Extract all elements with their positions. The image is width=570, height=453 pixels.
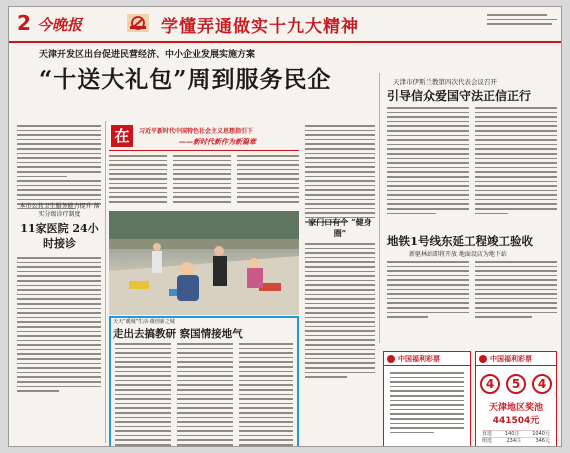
lead-body-col-1 <box>109 155 167 206</box>
right-headline: 引导信众爱国守法正信正行 <box>387 89 532 103</box>
lead-kicker: 天津开发区出台促进民营经济、中小企业发展实施方案 <box>39 50 256 60</box>
hammer-sickle-icon <box>127 14 149 32</box>
lottery-ad-right-brand: 中国福利彩票 <box>490 355 532 363</box>
page-number: 2 <box>17 11 31 35</box>
sub-article-col-3 <box>239 343 293 447</box>
table-row: 直选 140注 1040元 <box>482 431 550 437</box>
feature-badge: 在 <box>111 125 133 147</box>
lottery-ball: 4 <box>532 374 552 394</box>
right-kicker: 天津市伊斯兰教第四次代表会议召开 <box>393 78 497 86</box>
metro-body-col-2 <box>475 261 557 321</box>
metro-body-col-1 <box>387 261 469 321</box>
sub-article-col-2 <box>177 343 233 447</box>
lottery-ball: 5 <box>506 374 526 394</box>
left-column-text-2 <box>17 257 101 395</box>
table-row: 组选 234注 346元 <box>482 438 550 444</box>
news-photo-children-playground <box>109 211 299 315</box>
masthead-info-block <box>487 14 557 28</box>
left-column-headline: 11家医院 24小时接诊 <box>20 222 99 250</box>
lead-headline: “十送大礼包”周到服务民企 <box>39 66 332 93</box>
masthead-slogan: 学懂弄通做实十九大精神 <box>161 17 359 37</box>
lottery-ad-left-header <box>384 352 470 366</box>
sub-article-headline: 走出去搞教研 察国情接地气 <box>113 328 243 340</box>
sub-article-col-1 <box>115 343 171 447</box>
lottery-ad-left-brand: 中国福利彩票 <box>398 355 440 363</box>
feature-line-1: 习近平新时代中国特色社会主义思想指引下 <box>139 128 254 135</box>
lottery-logo-icon <box>387 355 395 363</box>
feature-banner <box>109 125 299 151</box>
column-rule <box>379 73 380 343</box>
lottery-ball: 4 <box>480 374 500 394</box>
sub-article-kicker: 天天“暖城”生活·微创新之城 <box>113 319 175 325</box>
lead-body-col-3 <box>237 155 299 206</box>
paper-name: 今晚报 <box>37 16 83 34</box>
insert-headline: 家门口有个 “健身圈” <box>308 217 372 238</box>
lottery-ad-left-text <box>390 372 464 433</box>
feature-line-2: ——新时代新作为新篇章 <box>179 137 256 146</box>
insert-body <box>305 243 375 381</box>
lottery-ad-right-header <box>476 352 556 366</box>
lottery-balls <box>476 374 556 394</box>
lottery-ad-left <box>383 351 471 447</box>
lead-body-col-4 <box>305 125 375 226</box>
lottery-logo-icon <box>479 355 487 363</box>
right-body-col-2 <box>475 107 557 217</box>
left-column-text <box>17 125 101 212</box>
metro-subheadline: 新驱林站即将开放 地面设店为地下站 <box>409 251 507 258</box>
metro-headline: 地铁1号线东延工程竣工验收 <box>387 234 534 248</box>
left-column-kicker: 本市公共卫生服务能力提升 落实分级诊疗制度 <box>19 203 100 218</box>
lottery-prize-table <box>482 430 550 444</box>
lottery-prize-pool: 天津地区奖池441504元 <box>488 403 543 426</box>
lottery-ad-right <box>475 351 557 447</box>
masthead <box>9 7 562 43</box>
newspaper-page <box>8 6 562 447</box>
photo-illustration <box>109 211 299 315</box>
lead-body-col-2 <box>173 155 231 206</box>
right-body-col-1 <box>387 107 469 217</box>
column-rule <box>105 121 106 443</box>
